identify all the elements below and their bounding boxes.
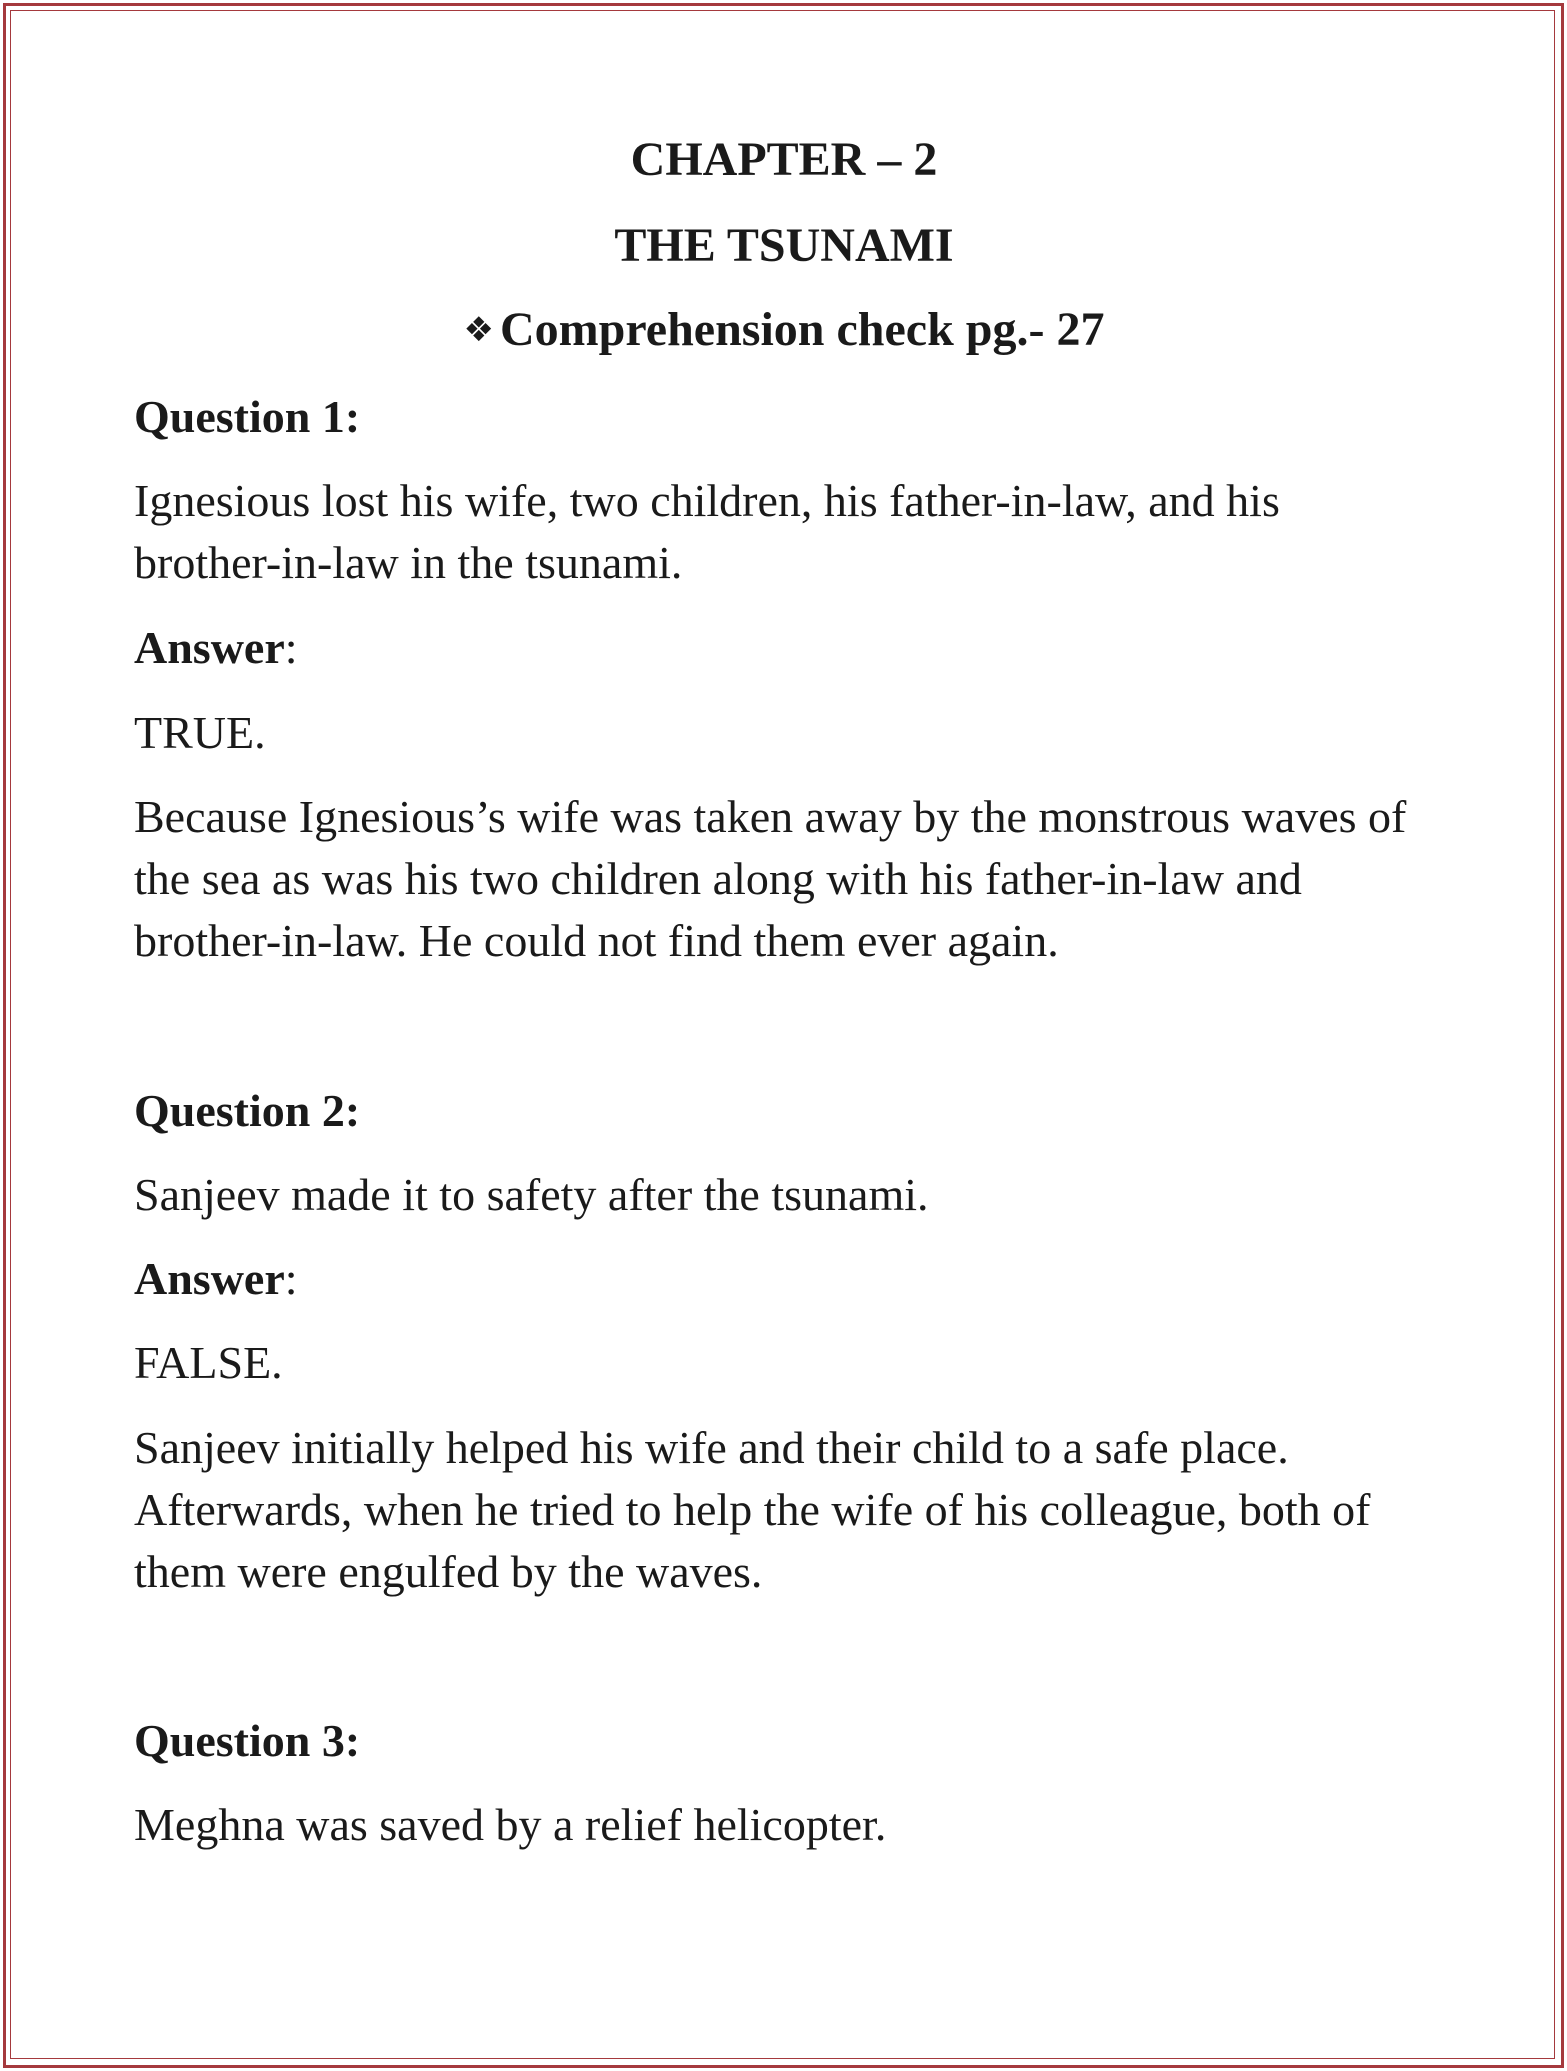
question-3-text: Meghna was saved by a relief helicopter. bbox=[134, 1799, 887, 1850]
chapter-heading: CHAPTER – 2 bbox=[630, 133, 938, 186]
question-2-label: Question 2: bbox=[134, 1085, 361, 1136]
answer-1-colon: : bbox=[284, 622, 298, 673]
diamond-ornament-icon: ❖ bbox=[463, 310, 494, 350]
question-1-label: Question 1: bbox=[134, 391, 361, 442]
answer-1-verdict: TRUE. bbox=[134, 707, 266, 758]
section-heading bbox=[134, 302, 1434, 357]
answer-1-label-text: Answer bbox=[134, 622, 285, 673]
chapter-title: THE TSUNAMI bbox=[614, 219, 954, 272]
answer-1-label bbox=[134, 617, 1434, 679]
question-1-text: Ignesious lost his wife, two children, his father-in-law, and his brother-in-law in the tsunami. bbox=[134, 475, 1280, 588]
question-3-label: Question 3: bbox=[134, 1715, 361, 1766]
question-2-text: Sanjeev made it to safety after the tsunami. bbox=[134, 1169, 929, 1220]
answer-1-explanation: Because Ignesious’s wife was taken away by the monstrous waves of the sea as was his two children along with his father-in-law and brother-in-law. He could not find them ever again. bbox=[134, 791, 1407, 966]
answer-2-label bbox=[134, 1248, 1434, 1310]
section-heading-text: Comprehension check pg.- 27 bbox=[500, 303, 1105, 356]
answer-2-label-text: Answer bbox=[134, 1253, 285, 1304]
answer-2-verdict: FALSE. bbox=[134, 1337, 283, 1388]
answer-2-explanation: Sanjeev initially helped his wife and their child to a safe place. Afterwards, when he tried to help the wife of his colleague, both of them were engulfed by the waves. bbox=[134, 1422, 1371, 1597]
answer-2-colon: : bbox=[284, 1253, 298, 1304]
